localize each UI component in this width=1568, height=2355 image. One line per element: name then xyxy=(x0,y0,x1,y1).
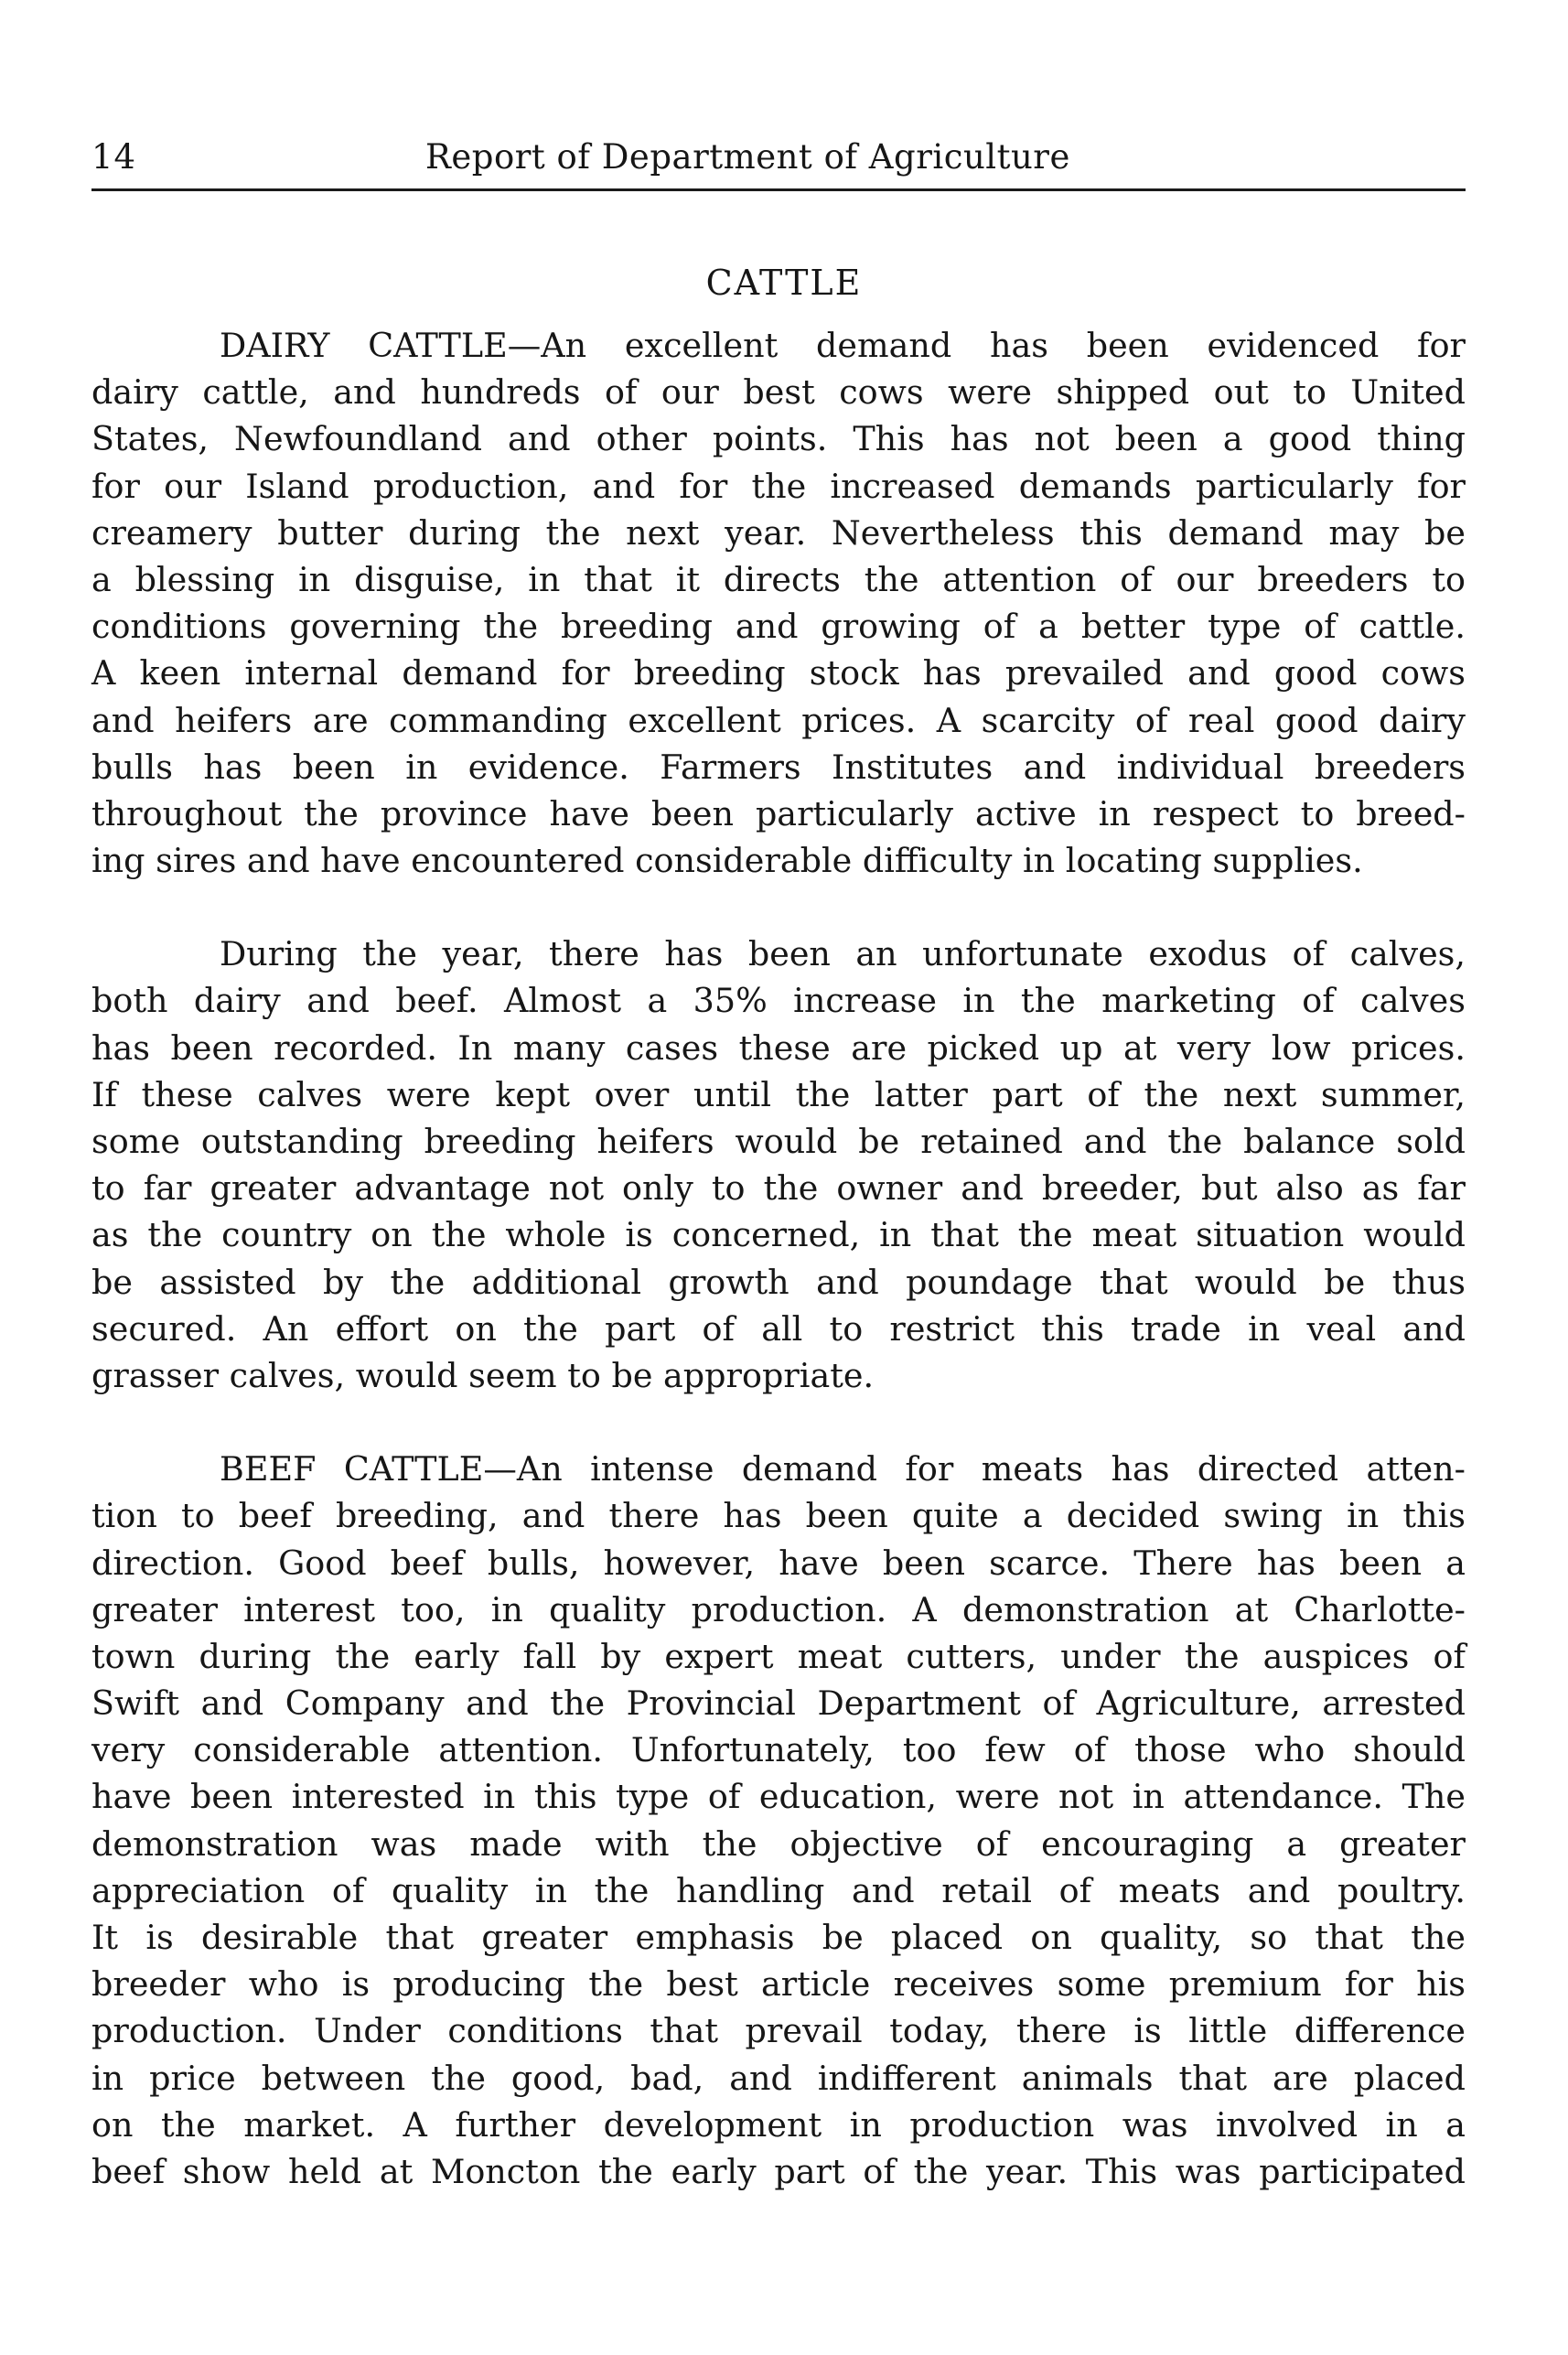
text-line: town during the early fall by expert meat cutters, under the auspices of xyxy=(91,1636,1466,1676)
paragraph-beef-cattle xyxy=(91,1446,1466,2195)
text-line: bulls has been in evidence. Farmers Institutes and individual breeders xyxy=(91,747,1466,787)
text-line: both dairy and beef. Almost a 35% increase in the marketing of calves xyxy=(91,981,1466,1021)
text-line: direction. Good beef bulls, however, have been scarce. There has been a xyxy=(91,1543,1466,1583)
text-line: A keen internal demand for breeding stock has prevailed and good cows xyxy=(91,653,1466,694)
text-line: and heifers are commanding excellent prices. A scarcity of real good dairy xyxy=(91,700,1466,740)
text-line: has been recorded. In many cases these are picked up at very low prices. xyxy=(91,1027,1466,1068)
text-line: throughout the province have been particularly active in respect to breed- xyxy=(91,793,1466,833)
text-line: very considerable attention. Unfortunately, too few of those who should xyxy=(91,1730,1466,1770)
text-line: have been interested in this type of education, were not in attendance. The xyxy=(91,1777,1466,1817)
text-line: BEEF CATTLE—An intense demand for meats has directed atten- xyxy=(220,1449,1466,1489)
text-line: conditions governing the breeding and growing of a better type of cattle. xyxy=(91,607,1466,647)
text-line: Swift and Company and the Provincial Department of Agriculture, arrested xyxy=(91,1683,1466,1724)
text-line: ing sires and have encountered considerable difficulty in locating supplies. xyxy=(91,841,1363,881)
text-line: some outstanding breeding heifers would be retained and the balance sold xyxy=(91,1122,1466,1161)
text-line: It is desirable that greater emphasis be placed on quality, so that the xyxy=(91,1918,1466,1957)
text-line: production. Under conditions that prevail today, there is little difference xyxy=(91,2011,1466,2051)
text-line: grasser calves, would seem to be appropriate. xyxy=(91,1355,875,1395)
text-line: on the market. A further development in production was involved in a xyxy=(91,2104,1466,2145)
text-line: to far greater advantage not only to the owner and breeder, but also as far xyxy=(91,1168,1466,1209)
section-title: CATTLE xyxy=(705,263,863,303)
text-line: dairy cattle, and hundreds of our best cows were shipped out to United xyxy=(91,372,1466,413)
text-line: a blessing in disguise, in that it directs the attention of our breeders to xyxy=(91,559,1466,599)
text-line: as the country on the whole is concerned, in that the meat situation would xyxy=(91,1215,1466,1255)
paragraph-calves xyxy=(91,930,1466,1399)
running-title: Report of Department of Agriculture xyxy=(425,137,1070,177)
text-line: If these calves were kept over until the latter part of the next summer, xyxy=(91,1074,1466,1114)
text-line: tion to beef breeding, and there has been quite a decided swing in this xyxy=(91,1496,1466,1536)
text-line: in price between the good, bad, and indifferent animals that are placed xyxy=(91,2058,1466,2098)
text-line: secured. An effort on the part of all to restrict this trade in veal and xyxy=(91,1308,1466,1349)
running-header xyxy=(91,135,1466,191)
page-number: 14 xyxy=(91,137,137,177)
text-line: DAIRY CATTLE—An excellent demand has been evidenced for xyxy=(220,326,1466,365)
text-line: for our Island production, and for the increased demands particularly for xyxy=(91,466,1466,506)
body-text xyxy=(91,322,1466,2195)
text-line: be assisted by the additional growth and poundage that would be thus xyxy=(91,1262,1466,1302)
text-line: appreciation of quality in the handling and retail of meats and poultry. xyxy=(91,1870,1466,1910)
text-line: demonstration was made with the objective of encouraging a greater xyxy=(91,1823,1466,1864)
text-line: beef show held at Moncton the early part of the year. This was participated xyxy=(91,2151,1466,2191)
text-line: States, Newfoundland and other points. This has not been a good thing xyxy=(91,419,1466,459)
text-line: During the year, there has been an unfortunate exodus of calves, xyxy=(220,934,1466,974)
paragraph-dairy-cattle xyxy=(91,322,1466,884)
text-line: greater interest too, in quality production. A demonstration at Charlotte- xyxy=(91,1589,1466,1629)
text-line: creamery butter during the next year. Nevertheless this demand may be xyxy=(91,512,1466,553)
text-line: breeder who is producing the best article receives some premium for his xyxy=(91,1964,1466,2005)
